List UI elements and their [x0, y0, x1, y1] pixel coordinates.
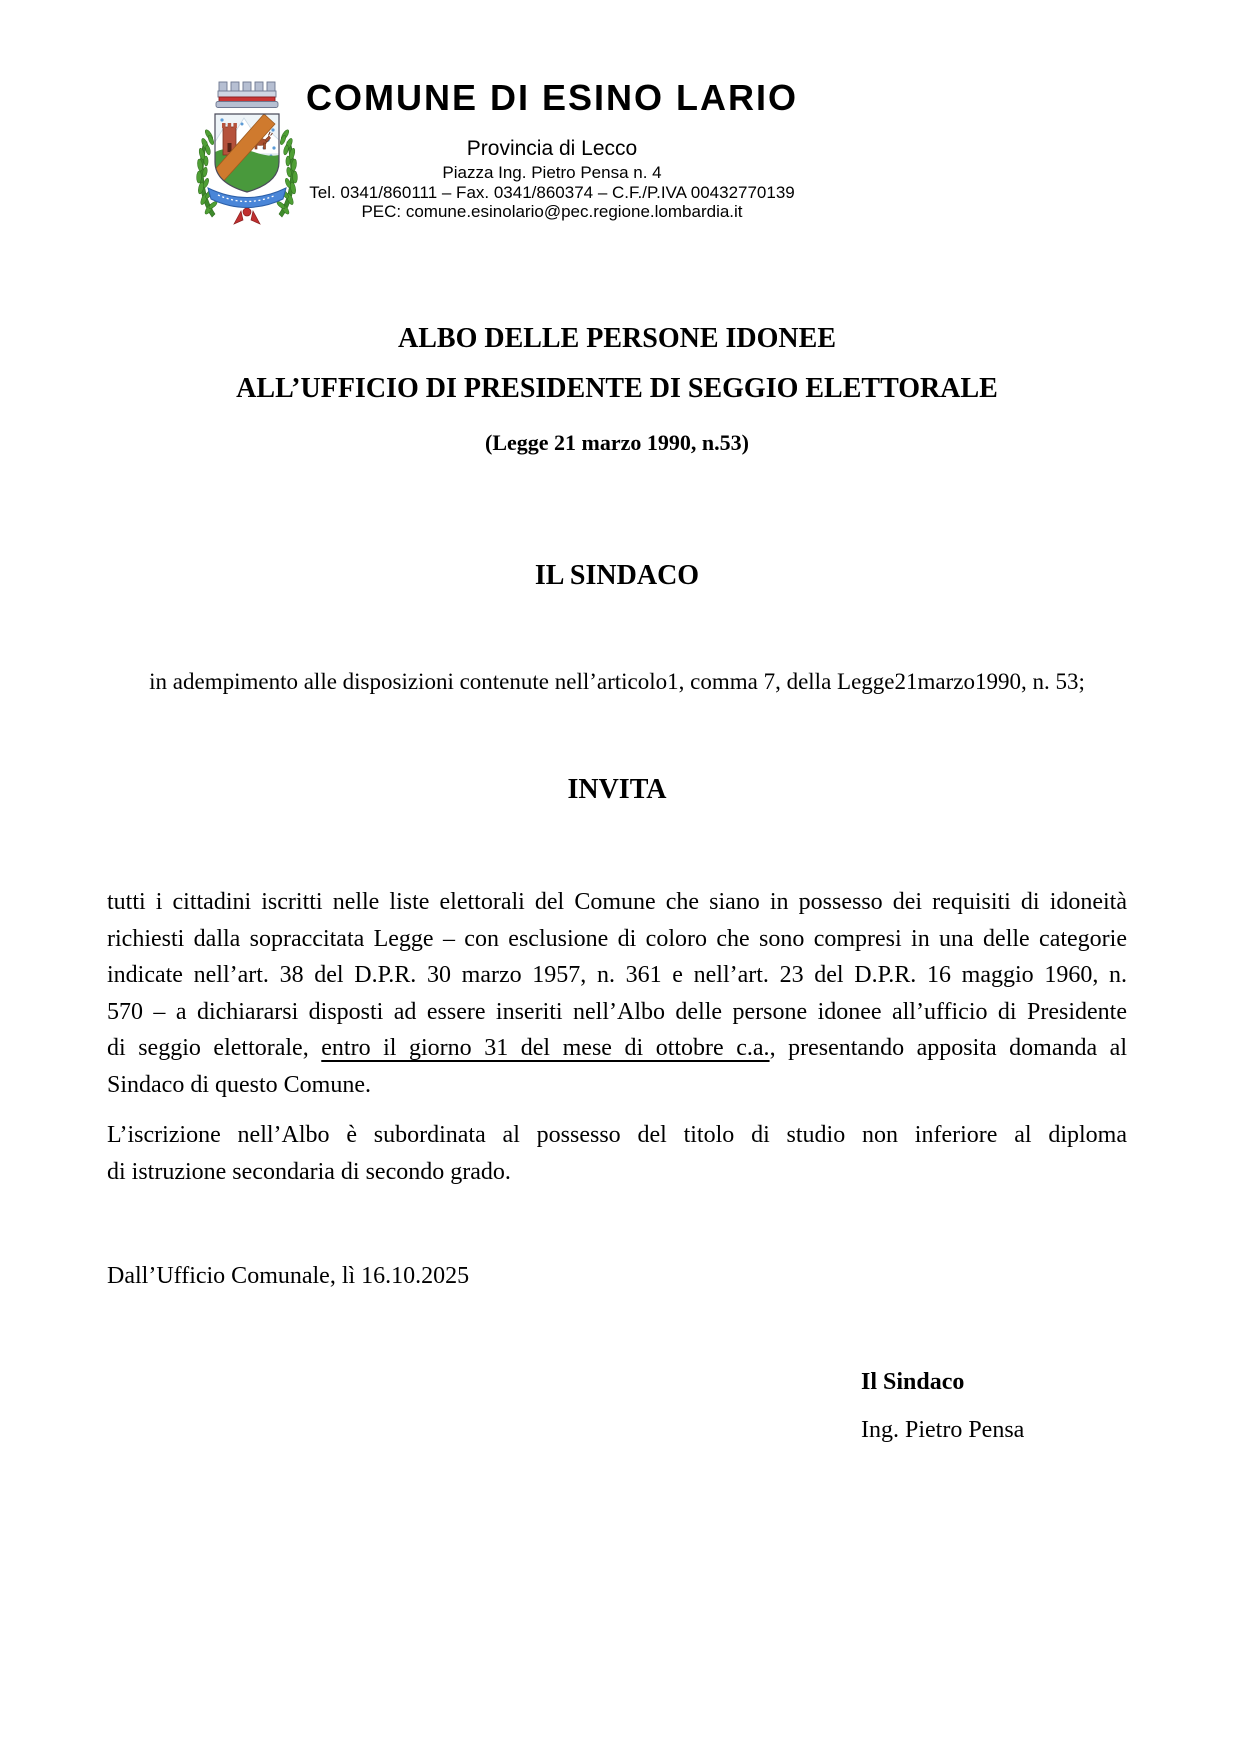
province-line: Provincia di Lecco: [466, 137, 638, 160]
letterhead: [107, 78, 997, 222]
paragraph-text: , presentando apposita domanda al: [769, 1035, 1127, 1062]
municipality-name: COMUNE DI ESINO LARIO: [305, 77, 799, 118]
title-line-1: ALBO DELLE PERSONE IDONEE: [398, 323, 836, 354]
signature-block: [861, 1368, 1024, 1444]
title-line-2: ALL’UFFICIO DI PRESIDENTE DI SEGGIO ELETTORALE: [236, 373, 998, 404]
role-heading: IL SINDACO: [534, 560, 700, 591]
paragraph-invitation: [107, 884, 1127, 1104]
dateline: Dall’Ufficio Comunale, lì 16.10.2025: [107, 1263, 470, 1289]
pec-line: PEC: comune.esinolario@pec.regione.lombardia.it: [361, 202, 743, 221]
paragraph-line: tutti i cittadini iscritti nelle liste elettorali del Comune che siano in possesso dei requisiti di idoneità: [107, 889, 1127, 915]
invite-heading: INVITA: [567, 774, 667, 805]
paragraph-line: L’iscrizione nell’Albo è subordinata al possesso del titolo di studio non inferiore al diploma: [107, 1122, 1127, 1148]
signature-name: Ing. Pietro Pensa: [861, 1417, 1025, 1443]
premise-line: in adempimento alle disposizioni contenute nell’articolo1, comma 7, della Legge21marzo1990, n. 53;: [149, 669, 1085, 694]
paragraph-line: [107, 1030, 1127, 1067]
deadline-underlined-text: entro il giorno 31 del mese di ottobre c.a.: [321, 1035, 770, 1062]
paragraph-line: richiesti dalla sopraccitata Legge – con esclusione di coloro che sono compresi in una delle categorie: [107, 925, 1127, 952]
paragraph-text: di seggio elettorale,: [107, 1035, 322, 1062]
paragraph-line: di istruzione secondaria di secondo grado.: [107, 1158, 511, 1185]
address-line: Piazza Ing. Pietro Pensa n. 4: [442, 163, 662, 182]
document-title: [107, 322, 1127, 456]
signature-role: Il Sindaco: [861, 1369, 965, 1395]
paragraph-line: Sindaco di questo Comune.: [107, 1071, 371, 1098]
law-reference: (Legge 21 marzo 1990, n.53): [485, 430, 749, 455]
paragraph-line: indicate nell’art. 38 del D.P.R. 30 marzo 1957, n. 361 e nell’art. 23 del D.P.R. 16 maggio 1960, n.: [107, 962, 1127, 989]
paragraph-line: 570 – a dichiararsi disposti ad essere inseriti nell’Albo delle persone idonee all’ufficio di Presidente: [107, 998, 1127, 1025]
paragraph-requirements: [107, 1117, 1127, 1190]
contacts-line: Tel. 0341/860111 – Fax. 0341/860374 – C.F./P.IVA 00432770139: [309, 182, 795, 202]
